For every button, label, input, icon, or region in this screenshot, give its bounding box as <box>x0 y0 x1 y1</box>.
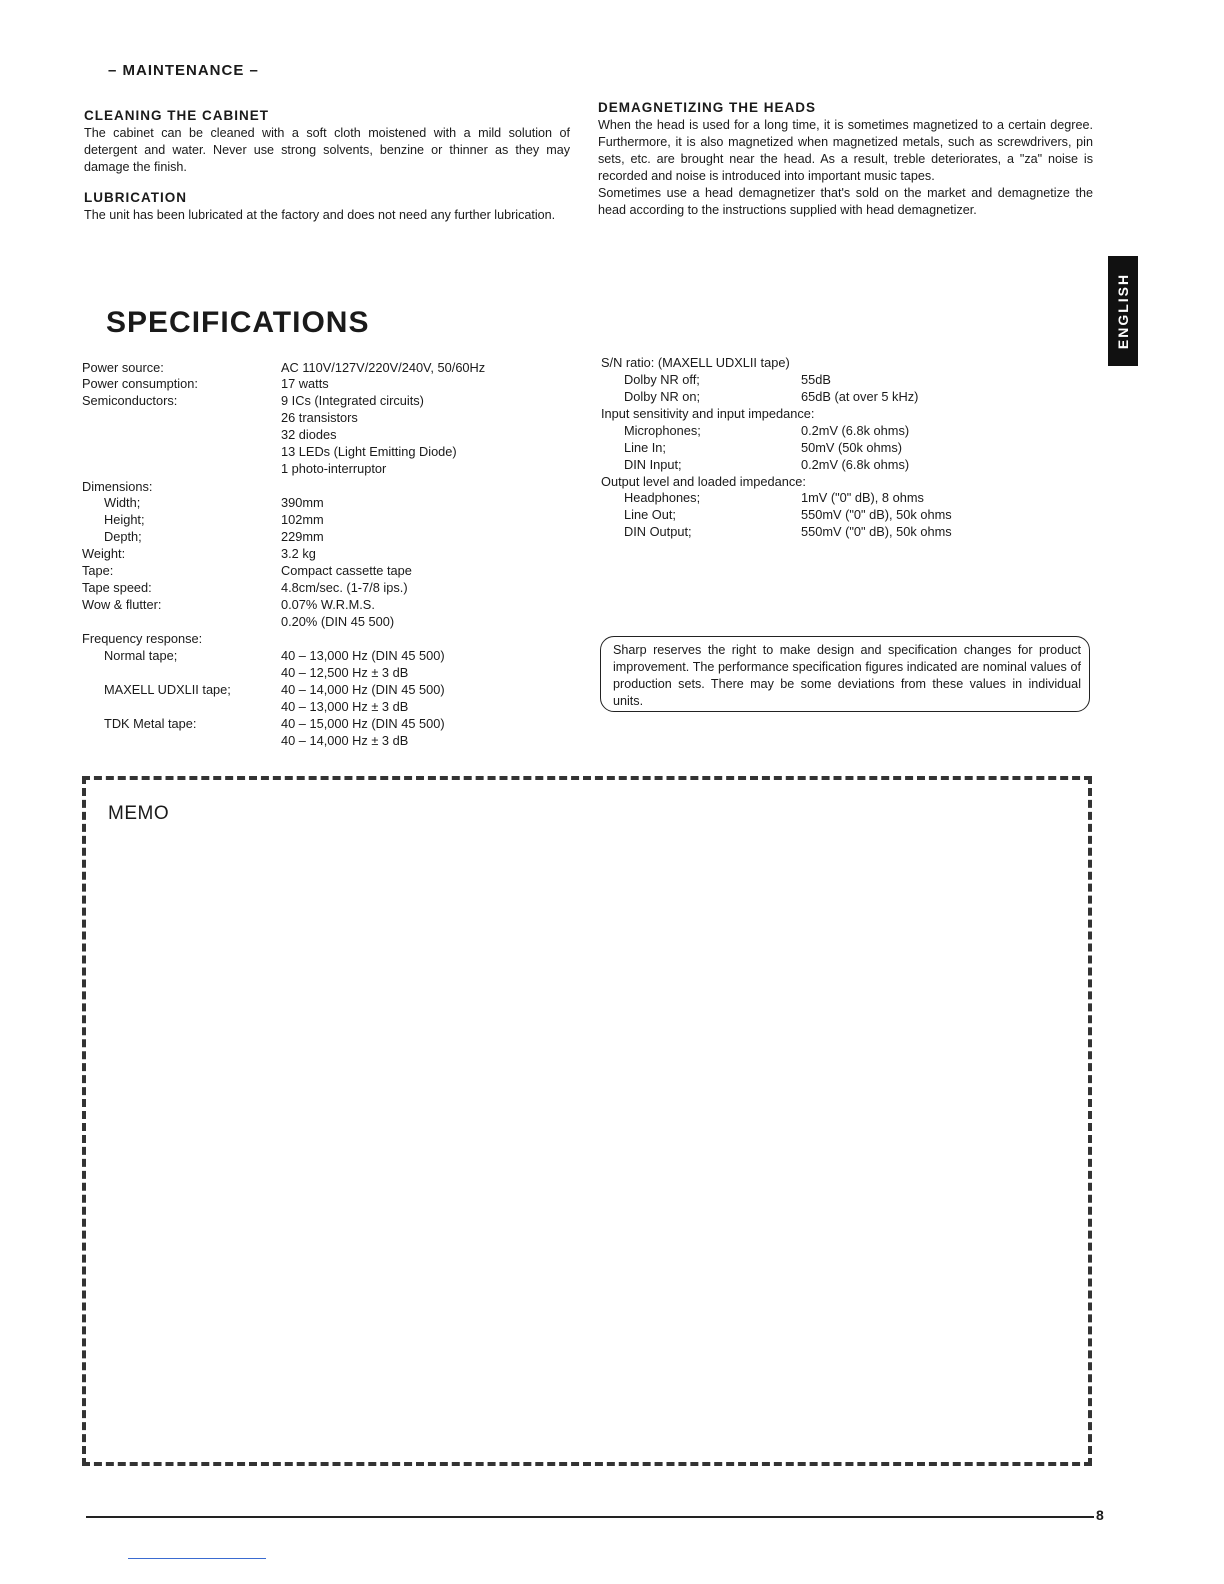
spec-value: 3.2 kg <box>281 546 316 561</box>
demagnetizing-title: DEMAGNETIZING THE HEADS <box>598 100 817 115</box>
spec-value: 40 – 12,500 Hz ± 3 dB <box>281 665 409 680</box>
spec-value: 40 – 13,000 Hz (DIN 45 500) <box>281 648 445 663</box>
lubrication-section <box>84 190 570 224</box>
spec-value: 4.8cm/sec. (1-7/8 ips.) <box>281 580 408 595</box>
maintenance-header: – MAINTENANCE – <box>108 62 259 79</box>
spec-value: 40 – 14,000 Hz (DIN 45 500) <box>281 682 445 697</box>
spec-label: Line In; <box>624 440 666 455</box>
spec-label: Dolby NR off; <box>624 372 700 387</box>
spec-label: S/N ratio: (MAXELL UDXLII tape) <box>601 355 790 370</box>
spec-value: 229mm <box>281 529 324 544</box>
cleaning-title: CLEANING THE CABINET <box>84 108 269 123</box>
spec-value: 0.07% W.R.M.S. <box>281 597 375 612</box>
spec-value: 0.20% (DIN 45 500) <box>281 614 395 629</box>
bottom-link-line <box>128 1558 266 1559</box>
spec-label: Tape: <box>82 563 114 578</box>
footer-rule <box>86 1516 1094 1518</box>
cleaning-text: The cabinet can be cleaned with a soft cloth moistened with a mild solution of detergent and water. Never use strong solvents, benzine or thinner as they may damage the finish. <box>84 126 570 174</box>
language-tab <box>1108 256 1138 366</box>
spec-value: 550mV ("0" dB), 50k ohms <box>801 507 952 522</box>
spec-value: 0.2mV (6.8k ohms) <box>801 423 910 438</box>
page-number: 8 <box>1096 1507 1104 1523</box>
spec-label: Power source: <box>82 360 164 375</box>
spec-label: Dolby NR on; <box>624 389 701 404</box>
spec-label: Wow & flutter: <box>82 597 162 612</box>
spec-label: DIN Output; <box>624 524 692 539</box>
demagnetizing-section <box>598 100 1093 219</box>
spec-value: 9 ICs (Integrated circuits) <box>281 393 424 408</box>
spec-label: Headphones; <box>624 490 701 505</box>
spec-label: Weight: <box>82 546 126 561</box>
spec-label: Tape speed: <box>82 580 152 595</box>
spec-label: DIN Input; <box>624 457 682 472</box>
spec-value: 40 – 14,000 Hz ± 3 dB <box>281 733 409 748</box>
spec-value: 50mV (50k ohms) <box>801 440 902 455</box>
spec-label: Height; <box>104 512 145 527</box>
spec-label: Power consumption: <box>82 376 198 391</box>
cleaning-section <box>84 108 570 176</box>
spec-label: Dimensions: <box>82 479 153 494</box>
spec-label: Line Out; <box>624 507 676 522</box>
demagnetizing-text-2: Sometimes use a head demagnetizer that's sold on the market and demagnetize the head according to the instructions supplied with head demagnetizer. <box>598 186 1093 217</box>
spec-value: 102mm <box>281 512 324 527</box>
spec-value: 13 LEDs (Light Emitting Diode) <box>281 444 457 459</box>
spec-value: 1mV ("0" dB), 8 ohms <box>801 490 924 505</box>
lubrication-text: The unit has been lubricated at the factory and does not need any further lubrication. <box>84 208 556 222</box>
spec-value: 550mV ("0" dB), 50k ohms <box>801 524 952 539</box>
spec-label: Input sensitivity and input impedance: <box>601 406 815 421</box>
spec-value: Compact cassette tape <box>281 563 412 578</box>
notice-text: Sharp reserves the right to make design and specification changes for product improvement. The performance specification figures indicated are nominal values of production sets. There may be some deviations from these values in individual units. <box>613 643 1081 708</box>
notice-box <box>600 636 1090 712</box>
spec-label: Frequency response: <box>82 631 203 646</box>
spec-label: TDK Metal tape: <box>104 716 197 731</box>
memo-title: MEMO <box>108 803 170 824</box>
demagnetizing-text-1: When the head is used for a long time, it is sometimes magnetized to a certain degree. Furthermore, it is also magnetized when magnetized metals, such as screwdrivers, pin sets, etc. are brought near the head. As a result, treble deteriorates, a "za" noise is recorded and noise is introduced into important music tapes. <box>598 118 1093 183</box>
spec-value: 17 watts <box>281 376 329 391</box>
spec-label: Width; <box>104 495 141 510</box>
spec-value: 0.2mV (6.8k ohms) <box>801 457 910 472</box>
memo-box <box>82 776 1092 1466</box>
language-tab-label: ENGLISH <box>1115 272 1132 350</box>
spec-value: 32 diodes <box>281 427 337 442</box>
spec-label: MAXELL UDXLII tape; <box>104 682 231 697</box>
specifications-title: SPECIFICATIONS <box>106 306 370 339</box>
spec-value: 390mm <box>281 495 324 510</box>
spec-value: 1 photo-interruptor <box>281 461 387 476</box>
spec-value: 55dB <box>801 372 831 387</box>
spec-value: 40 – 15,000 Hz (DIN 45 500) <box>281 716 445 731</box>
spec-label: Output level and loaded impedance: <box>601 474 806 489</box>
spec-value: 40 – 13,000 Hz ± 3 dB <box>281 699 409 714</box>
spec-label: Microphones; <box>624 423 701 438</box>
spec-value: 65dB (at over 5 kHz) <box>801 389 919 404</box>
lubrication-title: LUBRICATION <box>84 190 187 205</box>
spec-label: Depth; <box>104 529 142 544</box>
spec-label: Normal tape; <box>104 648 178 663</box>
spec-value: 26 transistors <box>281 410 358 425</box>
spec-value: AC 110V/127V/220V/240V, 50/60Hz <box>281 360 486 375</box>
spec-label: Semiconductors: <box>82 393 178 408</box>
